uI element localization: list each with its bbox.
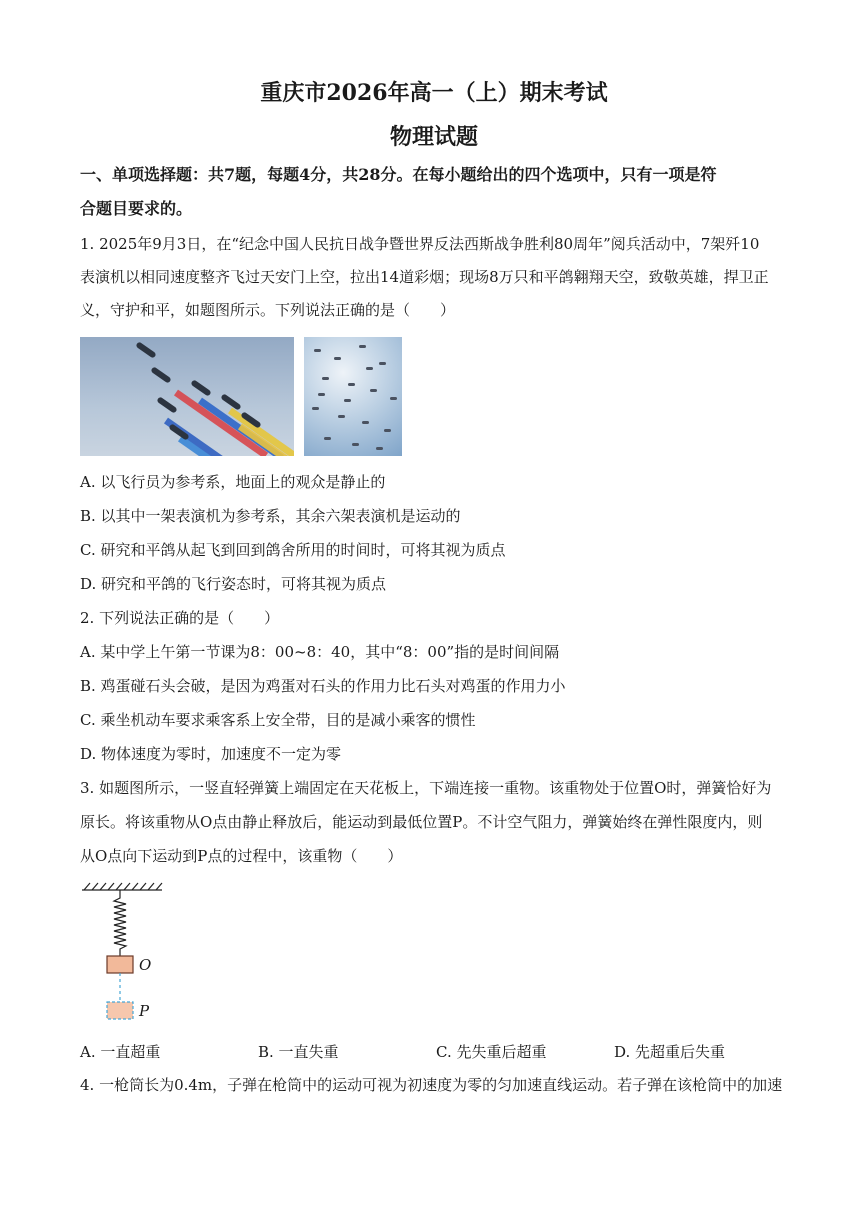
page-subtitle: 物理试题 xyxy=(389,124,478,150)
q1-option-b: B. 以其中一架表演机为参考系，其余六架表演机是运动的 xyxy=(80,507,461,525)
block-p xyxy=(107,1002,133,1019)
q3-option-b: B. 一直失重 xyxy=(258,1043,339,1061)
q2-option-a: A. 某中学上午第一节课为8：00~8：40，其中“8：00”指的是时间间隔 xyxy=(80,643,560,661)
spring xyxy=(114,890,126,956)
q3-stem-line3: 从O点向下运动到P点的过程中，该重物（ ） xyxy=(80,847,403,865)
q1-stem-line3: 义，守护和平，如题图所示。下列说法正确的是（ ） xyxy=(80,301,456,319)
q3-option-a: A. 一直超重 xyxy=(80,1043,161,1061)
section-heading-line2: 合题目要求的。 xyxy=(80,199,193,218)
q3-option-d: D. 先超重后失重 xyxy=(614,1043,726,1061)
q2-option-b: B. 鸡蛋碰石头会破，是因为鸡蛋对石头的作用力比石头对鸡蛋的作用力小 xyxy=(80,677,566,695)
q2-option-c: C. 乘坐机动车要求乘客系上安全带，目的是减小乘客的惯性 xyxy=(80,711,476,729)
q1-option-d: D. 研究和平鸽的飞行姿态时，可将其视为质点 xyxy=(80,575,387,593)
q1-stem-line2: 表演机以相同速度整齐飞过天安门上空，拉出14道彩烟；现场8万只和平鸽翱翔天空，致敬英雄，捍卫正 xyxy=(80,268,769,286)
q1-option-c: C. 研究和平鸽从起飞到回到鸽舍所用的时间时，可将其视为质点 xyxy=(80,541,506,559)
q2-stem: 2. 下列说法正确的是（ ） xyxy=(80,609,280,627)
label-o: O xyxy=(139,956,152,974)
section-heading-line1: 一、单项选择题：共7题，每题4分，共28分。在每小题给出的四个选项中，只有一项是符 xyxy=(80,165,717,184)
q3-stem-line2: 原长。将该重物从O点由静止释放后，能运动到最低位置P。不计空气阻力，弹簧始终在弹性限度内，则 xyxy=(80,813,763,831)
page-title: 重庆市2026年高一（上）期末考试 xyxy=(260,80,608,106)
q3-options xyxy=(80,1041,792,1062)
jets-flyover-photo xyxy=(80,337,294,456)
q4-stem-line1: 4. 一枪筒长为0.4m，子弹在枪筒中的运动可视为初速度为零的匀加速直线运动。若子弹在该枪筒中的加速 xyxy=(80,1076,783,1094)
q3-option-c: C. 先失重后超重 xyxy=(436,1043,547,1061)
q1-stem-line1: 1. 2025年9月3日，在“纪念中国人民抗日战争暨世界反法西斯战争胜利80周年”阅兵活动中，7架歼10 xyxy=(80,235,760,253)
q2-option-d: D. 物体速度为零时，加速度不一定为零 xyxy=(80,745,342,763)
block-o xyxy=(107,956,133,973)
q1-option-a: A. 以飞行员为参考系，地面上的观众是静止的 xyxy=(80,473,386,491)
label-p: P xyxy=(139,1002,150,1020)
ceiling xyxy=(82,883,162,890)
pigeons-photo xyxy=(304,337,402,456)
spring-diagram xyxy=(80,880,180,1025)
q3-stem-line1: 3. 如题图所示，一竖直轻弹簧上端固定在天花板上，下端连接一重物。该重物处于位置O时，弹簧恰好为 xyxy=(80,779,772,797)
